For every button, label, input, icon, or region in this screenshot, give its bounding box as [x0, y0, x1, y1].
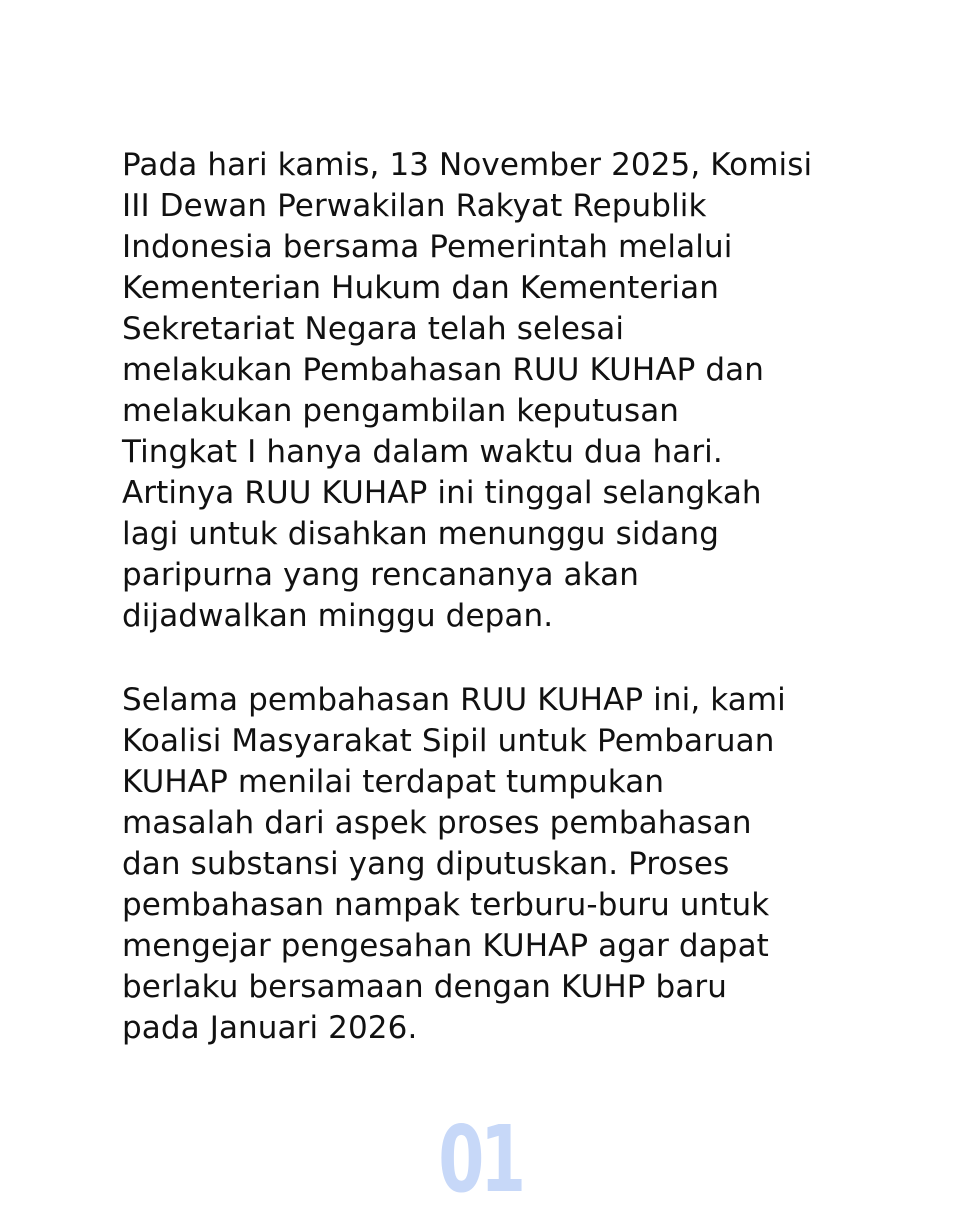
text-line: mengejar pengesahan KUHAP agar dapat — [122, 928, 769, 964]
text-line: Pada hari kamis, 13 November 2025, Komisi — [122, 147, 813, 183]
text-line: Selama pembahasan RUU KUHAP ini, kami — [122, 682, 786, 718]
text-line: paripurna yang rencananya akan — [122, 557, 639, 593]
text-line: dijadwalkan minggu depan. — [122, 598, 554, 634]
text-line: melakukan Pembahasan RUU KUHAP dan — [122, 352, 765, 388]
text-line: Artinya RUU KUHAP ini tinggal selangkah — [122, 475, 762, 511]
text-line: lagi untuk disahkan menunggu sidang — [122, 516, 719, 552]
document-body — [122, 145, 862, 1049]
paragraph-gap — [122, 637, 862, 680]
text-line: pada Januari 2026. — [122, 1010, 418, 1046]
text-line: berlaku bersamaan dengan KUHP baru — [122, 969, 728, 1005]
text-line: pembahasan nampak terburu-buru untuk — [122, 887, 770, 923]
text-line: masalah dari aspek proses pembahasan — [122, 805, 752, 841]
text-line: III Dewan Perwakilan Rakyat Republik — [122, 188, 707, 224]
paragraph-1 — [122, 145, 862, 637]
text-line: dan substansi yang diputuskan. Proses — [122, 846, 730, 882]
paragraph-2 — [122, 680, 862, 1049]
text-line: Indonesia bersama Pemerintah melalui — [122, 229, 733, 265]
text-line: KUHAP menilai terdapat tumpukan — [122, 764, 665, 800]
page-number: 01 — [438, 1106, 522, 1213]
text-line: melakukan pengambilan keputusan — [122, 393, 680, 429]
text-line: Koalisi Masyarakat Sipil untuk Pembaruan — [122, 723, 775, 759]
text-line: Tingkat I hanya dalam waktu dua hari. — [122, 434, 723, 470]
text-line: Kementerian Hukum dan Kementerian — [122, 270, 719, 306]
text-line: Sekretariat Negara telah selesai — [122, 311, 625, 347]
